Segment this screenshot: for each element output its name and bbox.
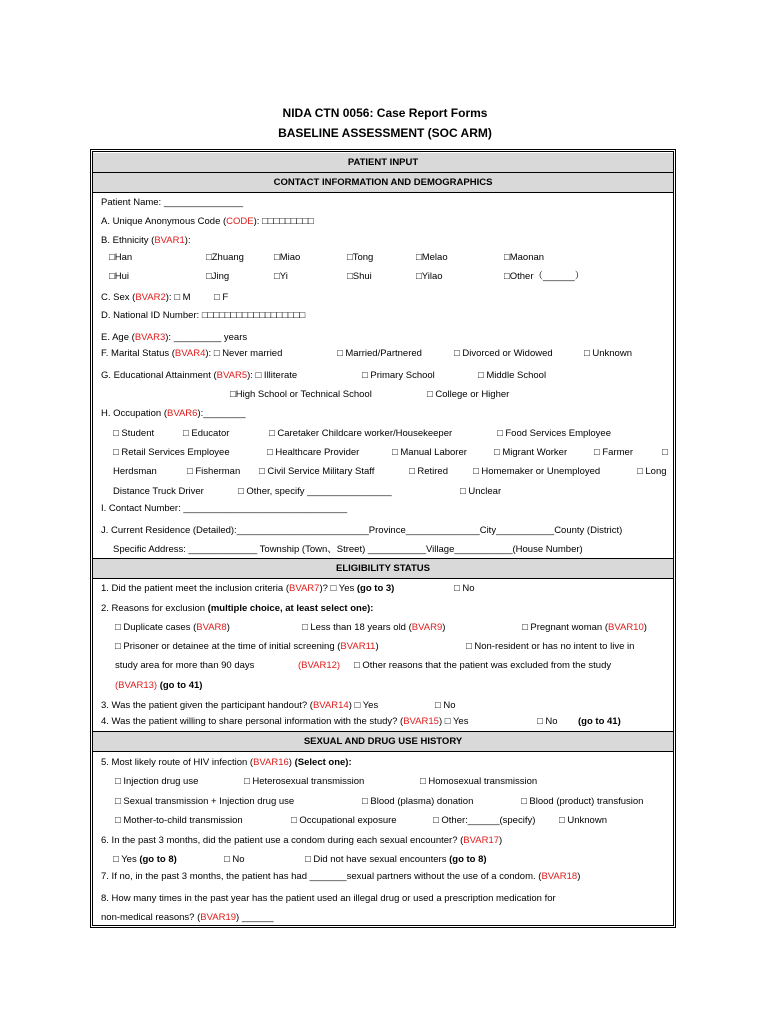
option-jing[interactable]: □Jing (206, 271, 230, 282)
option-other-occupation[interactable]: □ Other, specify ________________ (238, 486, 392, 497)
question-7[interactable]: 7. If no, in the past 3 months, the patient has had _______sexual partners without the use of a condom. (BVAR18) (101, 871, 581, 882)
section-contact: CONTACT INFORMATION AND DEMOGRAPHICS (93, 173, 673, 192)
option-other-ethnicity[interactable]: □Other（______） (504, 271, 585, 282)
q5-option-mother-to-child[interactable]: □ Mother-to-child transmission (115, 815, 243, 826)
option-divorced[interactable]: □ Divorced or Widowed (454, 348, 553, 359)
question-2: 2. Reasons for exclusion (multiple choice, at least select one): (101, 603, 374, 614)
q4-option-no[interactable]: □ No (537, 716, 558, 727)
question-4[interactable]: 4. Was the patient willing to share personal information with the study? (BVAR15) □ Yes (101, 716, 469, 727)
q6-option-no-encounters[interactable]: □ Did not have sexual encounters (go to 8) (305, 854, 487, 865)
question-5: 5. Most likely route of HIV infection (BVAR16) (Select one): (101, 757, 352, 768)
contact-number-field[interactable]: I. Contact Number: _______________________________ (101, 503, 348, 514)
unique-code-field[interactable]: A. Unique Anonymous Code (CODE): □□□□□□□□□ (101, 216, 314, 227)
q2-option-non-resident[interactable]: □ Non-resident or has no intent to live in (466, 641, 635, 652)
option-married[interactable]: □ Married/Partnered (337, 348, 422, 359)
option-unclear[interactable]: □ Unclear (460, 486, 502, 497)
form-frame (90, 149, 676, 928)
patient-name-field[interactable]: Patient Name: _______________ (101, 197, 244, 208)
q5-option-other[interactable]: □ Other:______(specify) (433, 815, 536, 826)
option-melao[interactable]: □Melao (416, 252, 448, 263)
option-retail[interactable]: □ Retail Services Employee (113, 447, 230, 458)
title-line-1: NIDA CTN 0056: Case Report Forms (282, 106, 488, 120)
option-educator[interactable]: □ Educator (183, 428, 230, 439)
option-miao[interactable]: □Miao (274, 252, 301, 263)
q5-option-homosexual[interactable]: □ Homosexual transmission (420, 776, 538, 787)
q5-option-injection[interactable]: □ Injection drug use (115, 776, 199, 787)
option-student[interactable]: □ Student (113, 428, 155, 439)
section-sexual-drug-history: SEXUAL AND DRUG USE HISTORY (93, 732, 673, 751)
q2-other-continued: (BVAR13) (go to 41) (115, 680, 203, 691)
section-patient-input: PATIENT INPUT (93, 153, 673, 172)
option-college[interactable]: □ College or Higher (427, 389, 510, 400)
divider (93, 578, 673, 579)
option-truck-driver-box[interactable]: □ Long (637, 466, 667, 477)
sex-field[interactable]: C. Sex (BVAR2): □ M (101, 292, 191, 303)
option-maonan[interactable]: □Maonan (504, 252, 545, 263)
question-6: 6. In the past 3 months, did the patient use a condom during each sexual encounter? (BVAR17) (101, 835, 503, 846)
q1-option-no[interactable]: □ No (454, 583, 475, 594)
q5-option-heterosexual[interactable]: □ Heterosexual transmission (244, 776, 365, 787)
age-field[interactable]: E. Age (BVAR3): _________ years (101, 332, 248, 343)
marital-status-field[interactable]: F. Marital Status (BVAR4): □ Never married (101, 348, 283, 359)
option-high-school[interactable]: □High School or Technical School (230, 389, 372, 400)
option-farmer[interactable]: □ Farmer (594, 447, 633, 458)
option-migrant-worker[interactable]: □ Migrant Worker (494, 447, 568, 458)
q2-option-other-reasons[interactable]: □ Other reasons that the patient was excluded from the study (354, 660, 612, 671)
address-field[interactable]: Specific Address: _____________ Township (Town、Street) ___________Village___________(House Number) (113, 544, 583, 555)
national-id-field[interactable]: D. National ID Number: □□□□□□□□□□□□□□□□□□ (101, 310, 306, 321)
residence-field[interactable]: J. Current Residence (Detailed):_________________________Province______________City___________County (District) (101, 525, 623, 536)
option-unknown-marital[interactable]: □ Unknown (584, 348, 632, 359)
option-healthcare[interactable]: □ Healthcare Provider (267, 447, 360, 458)
question-3[interactable]: 3. Was the patient given the participant handout? (BVAR14) □ Yes (101, 700, 379, 711)
option-zhuang[interactable]: □Zhuang (206, 252, 244, 263)
option-fisherman[interactable]: □ Fisherman (187, 466, 241, 477)
option-herdsman: Herdsman (113, 466, 157, 477)
option-primary-school[interactable]: □ Primary School (362, 370, 435, 381)
option-truck-driver: Distance Truck Driver (113, 486, 204, 497)
option-yi[interactable]: □Yi (274, 271, 288, 282)
option-caretaker[interactable]: □ Caretaker Childcare worker/Housekeeper (269, 428, 453, 439)
option-tong[interactable]: □Tong (347, 252, 374, 263)
option-hui[interactable]: □Hui (109, 271, 129, 282)
q6-option-yes[interactable]: □ Yes (go to 8) (113, 854, 177, 865)
question-8: 8. How many times in the past year has the patient used an illegal drug or used a prescription medication for (101, 893, 556, 904)
occupation-field[interactable]: H. Occupation (BVAR6):________ (101, 408, 246, 419)
option-female[interactable]: □ F (214, 292, 229, 303)
option-manual-laborer[interactable]: □ Manual Laborer (392, 447, 467, 458)
option-herdsman-box[interactable]: □ (662, 447, 668, 458)
q3-option-no[interactable]: □ No (435, 700, 456, 711)
section-eligibility: ELIGIBILITY STATUS (93, 559, 673, 578)
question-1[interactable]: 1. Did the patient meet the inclusion criteria (BVAR7)? □ Yes (go to 3) (101, 583, 395, 594)
option-han[interactable]: □Han (109, 252, 133, 263)
option-shui[interactable]: □Shui (347, 271, 372, 282)
q2-var-bvar12: (BVAR12) (298, 660, 341, 671)
q2-option-duplicate[interactable]: □ Duplicate cases (BVAR8) (115, 622, 230, 633)
q5-option-occupational[interactable]: □ Occupational exposure (291, 815, 397, 826)
q2-option-under-18[interactable]: □ Less than 18 years old (BVAR9) (302, 622, 446, 633)
option-food-services[interactable]: □ Food Services Employee (497, 428, 611, 439)
q5-option-blood-donation[interactable]: □ Blood (plasma) donation (362, 796, 474, 807)
q2-non-resident-continued: study area for more than 90 days (115, 660, 255, 671)
q4-goto-41: (go to 41) (578, 716, 621, 727)
q6-option-no[interactable]: □ No (224, 854, 245, 865)
option-yilao[interactable]: □Yilao (416, 271, 443, 282)
option-homemaker[interactable]: □ Homemaker or Unemployed (473, 466, 601, 477)
title-line-2: BASELINE ASSESSMENT (SOC ARM) (278, 126, 492, 140)
divider (93, 751, 673, 752)
question-8-field[interactable]: non-medical reasons? (BVAR19) ______ (101, 912, 274, 923)
divider (93, 192, 673, 193)
q5-option-blood-transfusion[interactable]: □ Blood (product) transfusion (521, 796, 644, 807)
option-retired[interactable]: □ Retired (409, 466, 449, 477)
q5-option-unknown[interactable]: □ Unknown (559, 815, 607, 826)
ethnicity-label: B. Ethnicity (BVAR1): (101, 235, 191, 246)
option-civil-service[interactable]: □ Civil Service Military Staff (259, 466, 375, 477)
q2-option-pregnant[interactable]: □ Pregnant woman (BVAR10) (522, 622, 647, 633)
option-middle-school[interactable]: □ Middle School (478, 370, 547, 381)
education-field[interactable]: G. Educational Attainment (BVAR5): □ Illiterate (101, 370, 298, 381)
q5-option-sexual-injection[interactable]: □ Sexual transmission + Injection drug use (115, 796, 295, 807)
q2-option-prisoner[interactable]: □ Prisoner or detainee at the time of initial screening (BVAR11) (115, 641, 379, 652)
